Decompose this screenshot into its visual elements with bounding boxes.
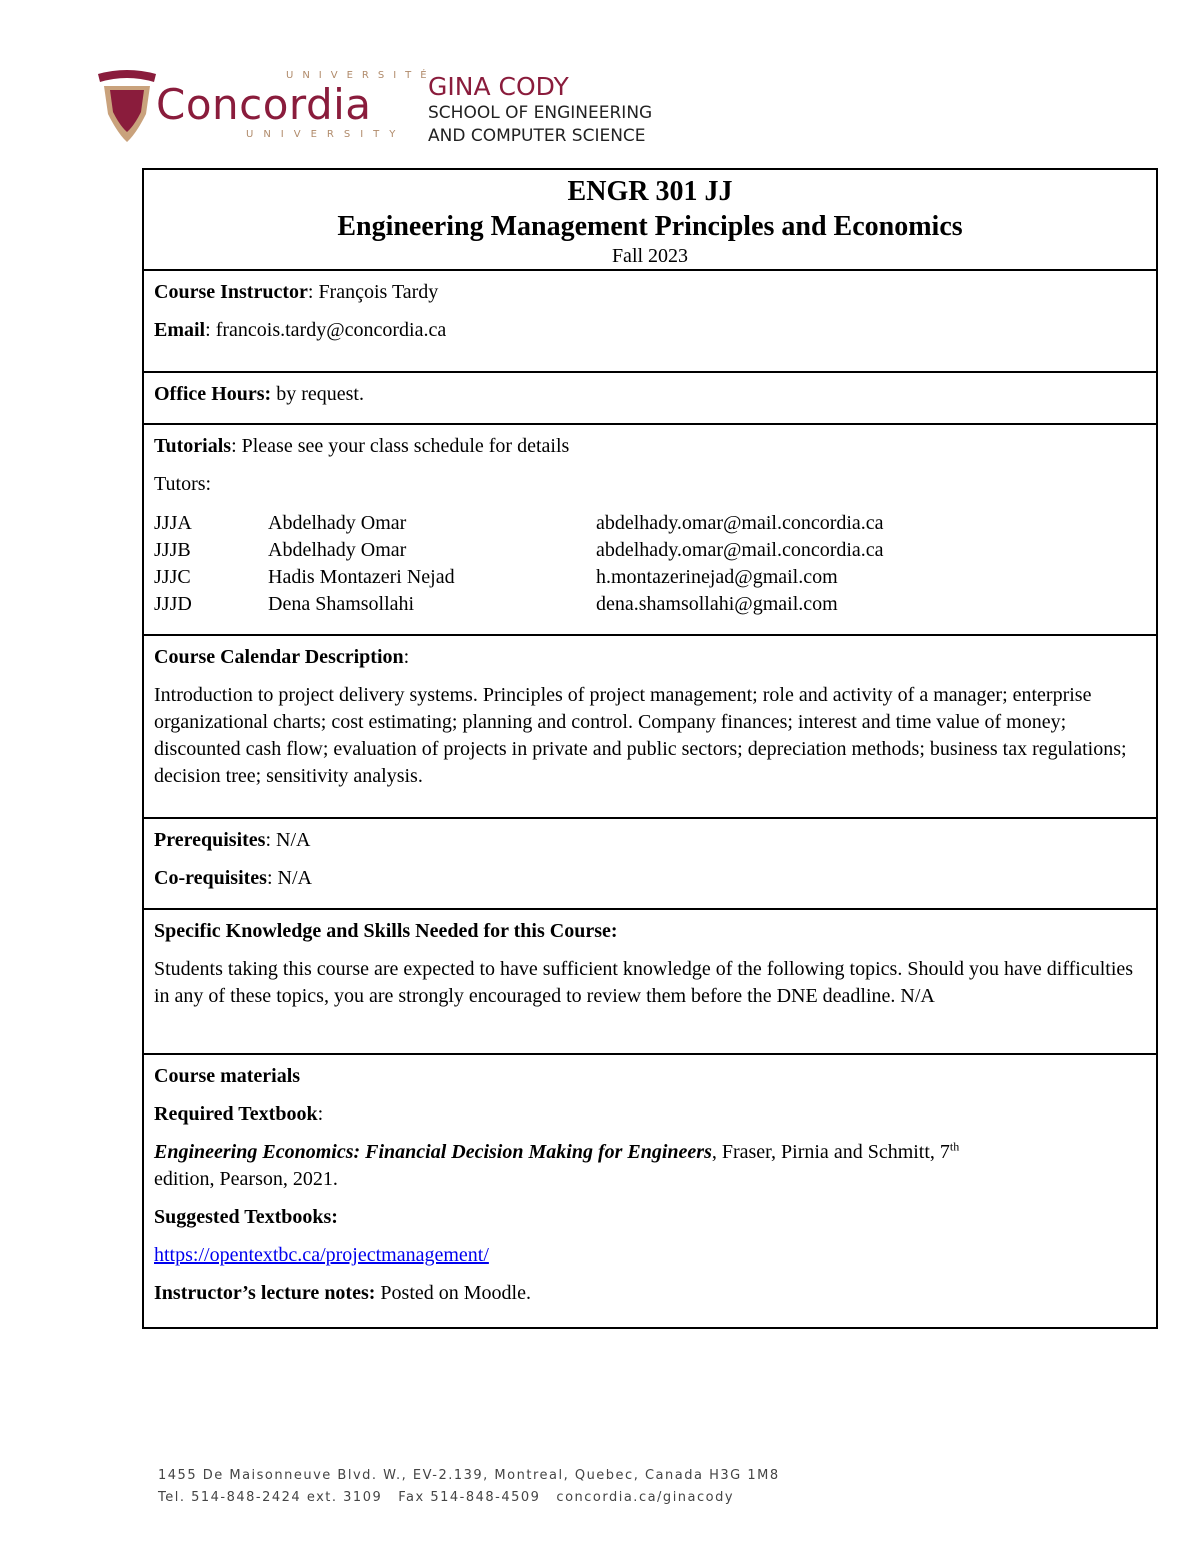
prerequisites-label: Prerequisites xyxy=(154,829,266,851)
knowledge-section xyxy=(144,910,1156,1055)
required-textbook-label: Required Textbook xyxy=(154,1103,318,1125)
tutor-email: dena.shamsollahi@gmail.com xyxy=(596,593,838,615)
course-name: Engineering Management Principles and Economics xyxy=(337,211,963,242)
university-name: Concordia xyxy=(156,80,372,129)
prerequisites-value: N/A xyxy=(276,829,311,851)
instructor-label: Course Instructor xyxy=(154,281,308,303)
instructor-email: francois.tardy@concordia.ca xyxy=(215,319,447,341)
instructor-section: Course Instructor: François Tardy Email: francois.tardy@concordia.ca xyxy=(144,271,1156,373)
course-code: ENGR 301 JJ xyxy=(567,176,733,207)
tutor-row xyxy=(154,564,1146,591)
tutor-name: Hadis Montazeri Nejad xyxy=(268,566,455,588)
office-hours-label: Office Hours: xyxy=(154,383,272,405)
office-hours-section xyxy=(144,373,1156,425)
letterhead xyxy=(96,66,716,150)
footer-address: 1455 De Maisonneuve Blvd. W., EV-2.139, Montreal, Quebec, Canada xyxy=(158,1468,704,1483)
tutors-label: Tutors: xyxy=(154,473,212,495)
tutorials-label: Tutorials xyxy=(154,435,232,457)
footer-tel: Tel. 514-848-2424 ext. 3109 xyxy=(158,1490,383,1505)
tutor-code: JJJC xyxy=(154,566,191,588)
requisites-section: Prerequisites: N/A Co-requisites: N/A xyxy=(144,819,1156,910)
tutor-name: Abdelhady Omar xyxy=(268,539,407,561)
materials-section: Course materials Required Textbook: Engineering Economics: Financial Decision Making for Engineers, Fraser, Pirnia and Schmitt, 7th edition, Pearson, 2021. Suggested Textbooks: https://opentextbc.ca/projectmanagement/ Instructor’s lecture notes: Posted on Moodle. xyxy=(154,1065,960,1304)
tutor-code: JJJA xyxy=(154,512,192,534)
materials-label: Course materials xyxy=(154,1065,301,1087)
tutors-list xyxy=(154,510,1146,618)
footer-fax: Fax 514-848-4509 xyxy=(398,1490,541,1505)
required-textbook-title: Engineering Economics: Financial Decision Making for Engineers xyxy=(154,1141,712,1163)
tutor-row xyxy=(154,537,1146,564)
school-subtitle-1: SCHOOL OF ENGINEERING xyxy=(428,103,653,123)
course-outline-table xyxy=(142,168,1158,1329)
school-name: GINA CODY xyxy=(428,72,569,101)
tutor-email: abdelhady.omar@mail.concordia.ca xyxy=(596,512,884,534)
required-textbook-edition: edition, Pearson, 2021. xyxy=(154,1168,338,1190)
suggested-textbooks-label: Suggested Textbooks: xyxy=(154,1206,338,1228)
tutor-code: JJJD xyxy=(154,593,192,615)
university-top-text: UNIVERSITÉ xyxy=(286,70,436,81)
corequisites-label: Co-requisites xyxy=(154,867,267,889)
footer-contact xyxy=(158,1465,780,1509)
tutorials-section: Tutorials: Please see your class schedule for details Tutors: JJJA Abdelhady Omar abdelhady.omar@mail.concordia.ca JJJB Abdelhady Omar abdelhady.omar@mail.concordia.ca JJJC Hadis Montazeri Nejad h.montazerinejad@gmail.com JJJD Dena Shamsollahi dena.shamsollahi@gmail.com xyxy=(144,425,1156,636)
school-subtitle-2: AND COMPUTER SCIENCE xyxy=(428,126,646,146)
knowledge-text: Students taking this course are expected to have sufficient knowledge of the following topics. Should you have difficulties in any of these topics, you are strongly encouraged to review them before the DNE deadline. N/A xyxy=(154,958,1134,1007)
lecture-notes-value: Posted on Moodle. xyxy=(380,1282,531,1304)
tutor-row xyxy=(154,510,1146,537)
tutor-row xyxy=(154,591,1146,618)
tutor-email: h.montazerinejad@gmail.com xyxy=(596,566,838,588)
concordia-shield-logo-icon xyxy=(96,68,158,144)
tutorials-value: Please see your class schedule for details xyxy=(241,435,570,457)
lecture-notes-label: Instructor’s lecture notes: xyxy=(154,1282,376,1304)
edition-superscript: th xyxy=(949,1139,960,1154)
title-section xyxy=(144,170,1156,271)
footer-postal: H3G 1M8 xyxy=(709,1468,780,1483)
calendar-label: Course Calendar Description xyxy=(154,646,404,668)
tutor-email: abdelhady.omar@mail.concordia.ca xyxy=(596,539,884,561)
tutor-name: Dena Shamsollahi xyxy=(268,593,415,615)
knowledge-label: Specific Knowledge and Skills Needed for this Course: xyxy=(154,920,618,942)
suggested-textbook-link[interactable]: https://opentextbc.ca/projectmanagement/ xyxy=(154,1244,489,1266)
tutor-code: JJJB xyxy=(154,539,191,561)
required-textbook-authors: , Fraser, Pirnia and Schmitt, 7 xyxy=(711,1141,950,1163)
office-hours-value: by request. xyxy=(276,383,364,405)
course-term: Fall 2023 xyxy=(611,245,689,267)
university-bottom-text: UNIVERSITY xyxy=(246,129,406,140)
tutor-name: Abdelhady Omar xyxy=(268,512,407,534)
instructor-name: François Tardy xyxy=(318,281,439,303)
footer-web: concordia.ca/ginacody xyxy=(556,1490,735,1505)
calendar-text: Introduction to project delivery systems. Principles of project management; role and activity of a manager; enterprise organizational charts; cost estimating; planning and control. Company finances; interest and time value of money; discounted cash flow; evaluation of projects in private and public sectors; depreciation methods; business tax regulations; decision tree; sensitivity analysis. xyxy=(154,684,1127,787)
email-label: Email xyxy=(154,319,206,341)
corequisites-value: N/A xyxy=(277,867,312,889)
calendar-description-section: Course Calendar Description: Introduction to project delivery systems. Principles of project management; role and activity of a manager; enterprise organizational charts; cost estimating; planning and control. Company finances; interest and time value of money; discounted cash flow; evaluation of projects in private and public sectors; depreciation methods; business tax regulations; decision tree; sensitivity analysis. xyxy=(144,636,1156,819)
